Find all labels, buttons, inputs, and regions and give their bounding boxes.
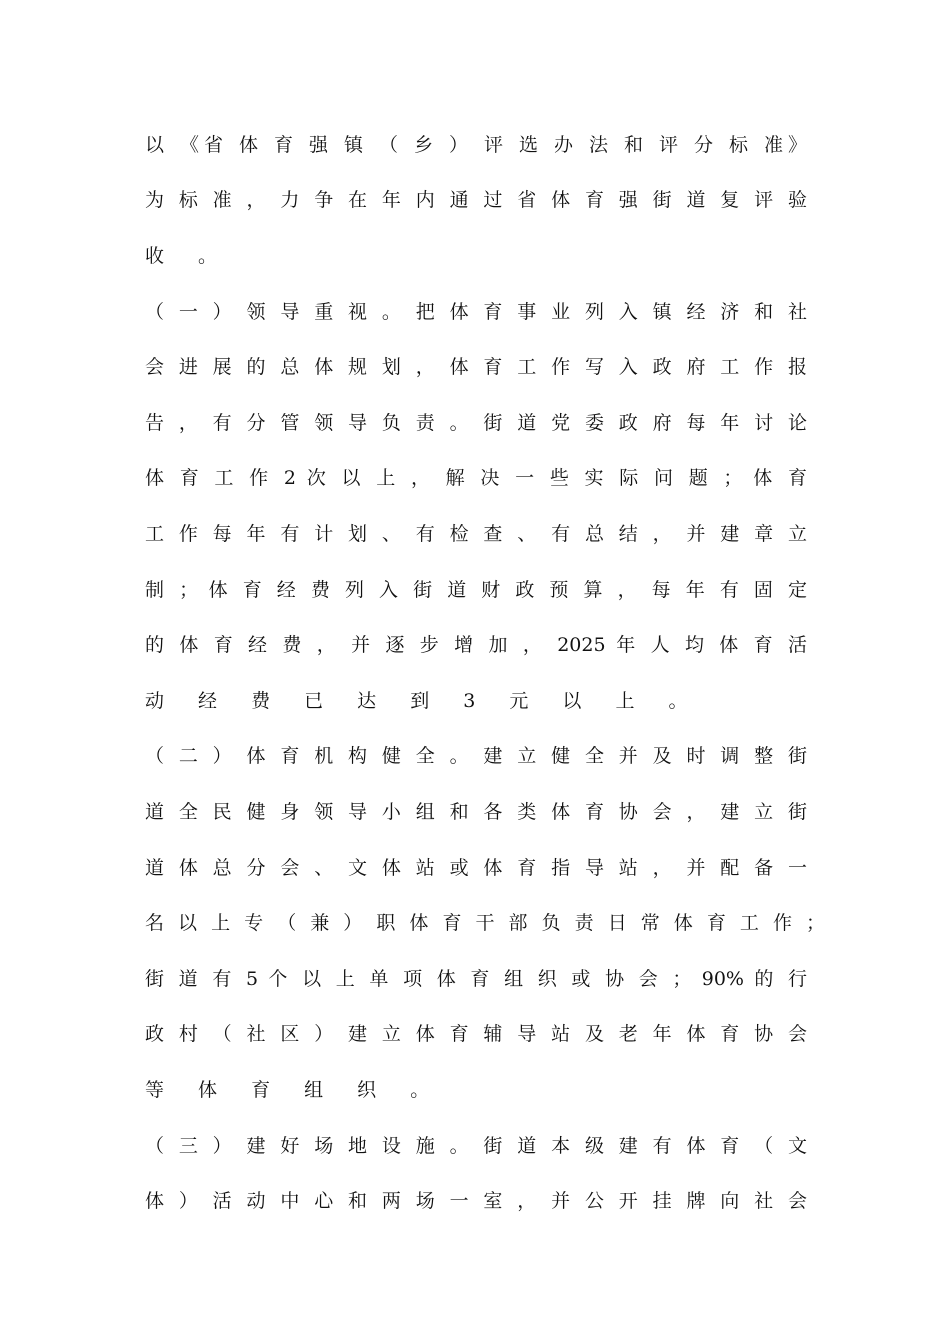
text-line: 政 村 （ 社 区 ） 建 立 体 育 辅 导 站 及 老 年 体 育 协 会 [145,1023,807,1045]
text-line: 告 ， 有 分 管 领 导 负 责 。 街 道 党 委 政 府 每 年 讨 论 [145,412,807,434]
text-line: 以 《省 体 育 强 镇 （ 乡 ） 评 选 办 法 和 评 分 标 准》 [145,134,807,156]
text-line: 工 作 每 年 有 计 划 、 有 检 查 、 有 总 结 ， 并 建 章 立 [145,523,807,545]
text-line: 街 道 有 5 个 以 上 单 项 体 育 组 织 或 协 会 ； 90% 的 行 [145,968,807,990]
text-line: （ 一 ） 领 导 重 视 。 把 体 育 事 业 列 入 镇 经 济 和 社 [145,301,807,323]
text-line: 等 体 育 组 织 。 [145,1079,444,1101]
text-line: 为 标 准 ， 力 争 在 年 内 通 过 省 体 育 强 街 道 复 评 验 [145,189,807,211]
text-line: 的 体 育 经 费 ， 并 逐 步 增 加 ， 2025 年 人 均 体 育 活 [145,634,807,656]
text-line: 收 。 [145,245,232,267]
text-line: （ 二 ） 体 育 机 构 健 全 。 建 立 健 全 并 及 时 调 整 街 [145,745,807,767]
text-line: 会 进 展 的 总 体 规 划 ， 体 育 工 作 写 入 政 府 工 作 报 [145,356,807,378]
text-line: 道 体 总 分 会 、 文 体 站 或 体 育 指 导 站 ， 并 配 备 一 [145,857,807,879]
text-line: 名 以 上 专 （ 兼 ） 职 体 育 干 部 负 责 日 常 体 育 工 作 ； [145,912,825,934]
text-line: 体 育 工 作 2 次 以 上 ， 解 决 一 些 实 际 问 题 ； 体 育 [145,467,807,489]
text-line: 道 全 民 健 身 领 导 小 组 和 各 类 体 育 协 会 ， 建 立 街 [145,801,807,823]
text-line: 制 ； 体 育 经 费 列 入 街 道 财 政 预 算 ， 每 年 有 固 定 [145,579,807,601]
text-line: 体 ） 活 动 中 心 和 两 场 一 室 ， 并 公 开 挂 牌 向 社 会 [145,1190,807,1212]
text-line: （ 三 ） 建 好 场 地 设 施 。 街 道 本 级 建 有 体 育 （ 文 [145,1135,807,1157]
text-line: 动 经 费 已 达 到 3 元 以 上 。 [145,690,702,712]
